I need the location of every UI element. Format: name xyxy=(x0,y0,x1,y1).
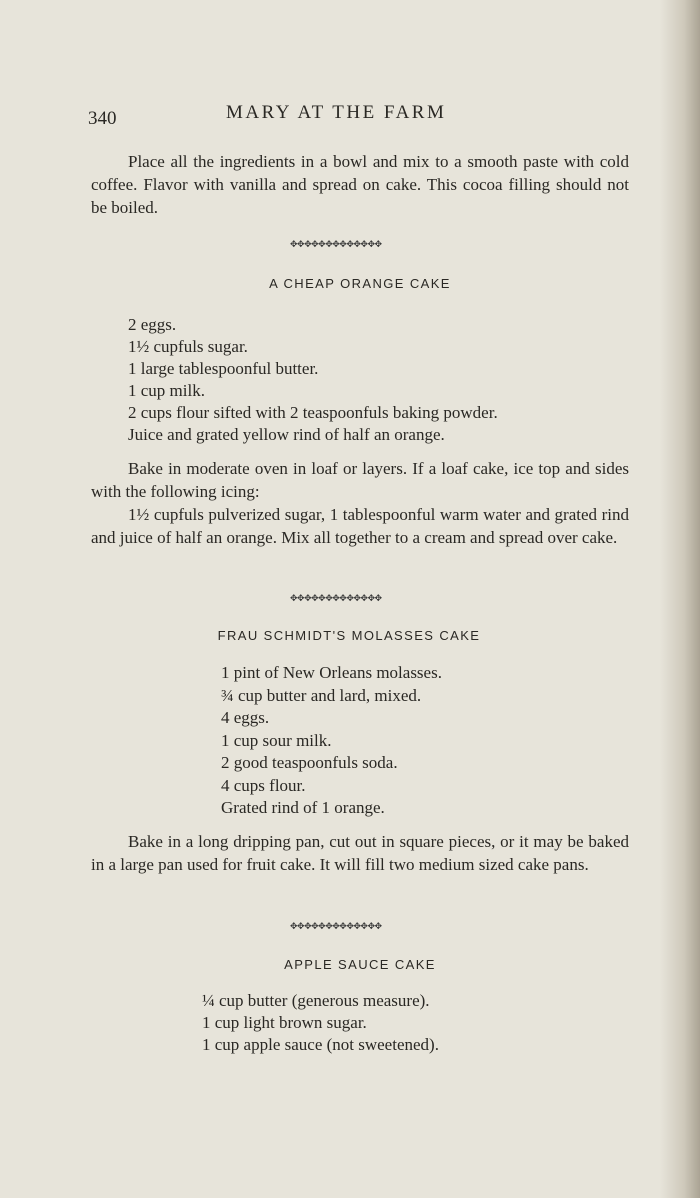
ingredient-list-orange-cake xyxy=(128,314,498,446)
ingredient-item: Grated rind of 1 orange. xyxy=(221,798,385,817)
ingredient-item: 1 cup milk. xyxy=(128,381,205,400)
directions-molasses-cake: Bake in a long dripping pan, cut out in square pieces, or it may be baked in a large pan used for fruit cake. It will fill two medium sized cake pans. xyxy=(91,832,629,874)
ingredient-item: 4 cups flour. xyxy=(221,775,306,795)
ingredient-item: ¾ cup butter and lard, mixed. xyxy=(221,685,422,705)
ingredient-list-apple-sauce-cake xyxy=(202,990,439,1056)
running-head: MARY AT THE FARM xyxy=(226,102,447,123)
ingredient-item: 1½ cupfuls sugar. xyxy=(128,337,248,356)
icing-directions: 1½ cupfuls pulverized sugar, 1 tablespoonful warm water and grated rind and juice of half an orange. Mix all together to a cream and spread over cake. xyxy=(91,505,629,547)
ingredient-item: 1 cup light brown sugar. xyxy=(202,1013,367,1032)
ingredient-item: Juice and grated yellow rind of half an orange. xyxy=(128,425,445,444)
ingredient-item: 1 cup apple sauce (not sweetened). xyxy=(202,1035,439,1054)
recipe-title-apple-sauce-cake: APPLE SAUCE CAKE xyxy=(284,957,436,972)
ingredient-item: 4 eggs. xyxy=(221,708,270,727)
ingredient-item: 2 cups flour sifted with 2 teaspoonfuls baking powder. xyxy=(128,403,498,422)
ingredient-item: 1 pint of New Orleans molasses. xyxy=(221,663,442,682)
intro-paragraph: Place all the ingredients in a bowl and mix to a smooth paste with cold coffee. Flavor with vanilla and spread on cake. This cocoa filling should not be boiled. xyxy=(91,152,629,217)
ingredient-item: 2 good teaspoonfuls soda. xyxy=(221,753,398,772)
ornament-divider: ✥✥✥✥✥✥✥✥✥✥✥✥✥ xyxy=(290,922,382,932)
ingredient-item: ¼ cup butter (generous measure). xyxy=(202,991,430,1010)
ingredient-item: 2 eggs. xyxy=(128,315,177,334)
ingredient-list-molasses-cake xyxy=(221,662,442,820)
recipe-title-orange-cake: A CHEAP ORANGE CAKE xyxy=(269,276,451,291)
ornament-divider: ✥✥✥✥✥✥✥✥✥✥✥✥✥ xyxy=(290,594,382,604)
ingredient-item: 1 cup sour milk. xyxy=(221,730,332,750)
recipe-title-molasses-cake: FRAU SCHMIDT'S MOLASSES CAKE xyxy=(217,628,481,643)
directions-orange-cake: Bake in moderate oven in loaf or layers. If a loaf cake, ice top and sides with the following icing: xyxy=(91,459,629,501)
ingredient-item: 1 large tablespoonful butter. xyxy=(128,359,319,378)
page-number: 340 xyxy=(88,108,117,129)
ornament-divider: ✥✥✥✥✥✥✥✥✥✥✥✥✥ xyxy=(290,240,382,250)
